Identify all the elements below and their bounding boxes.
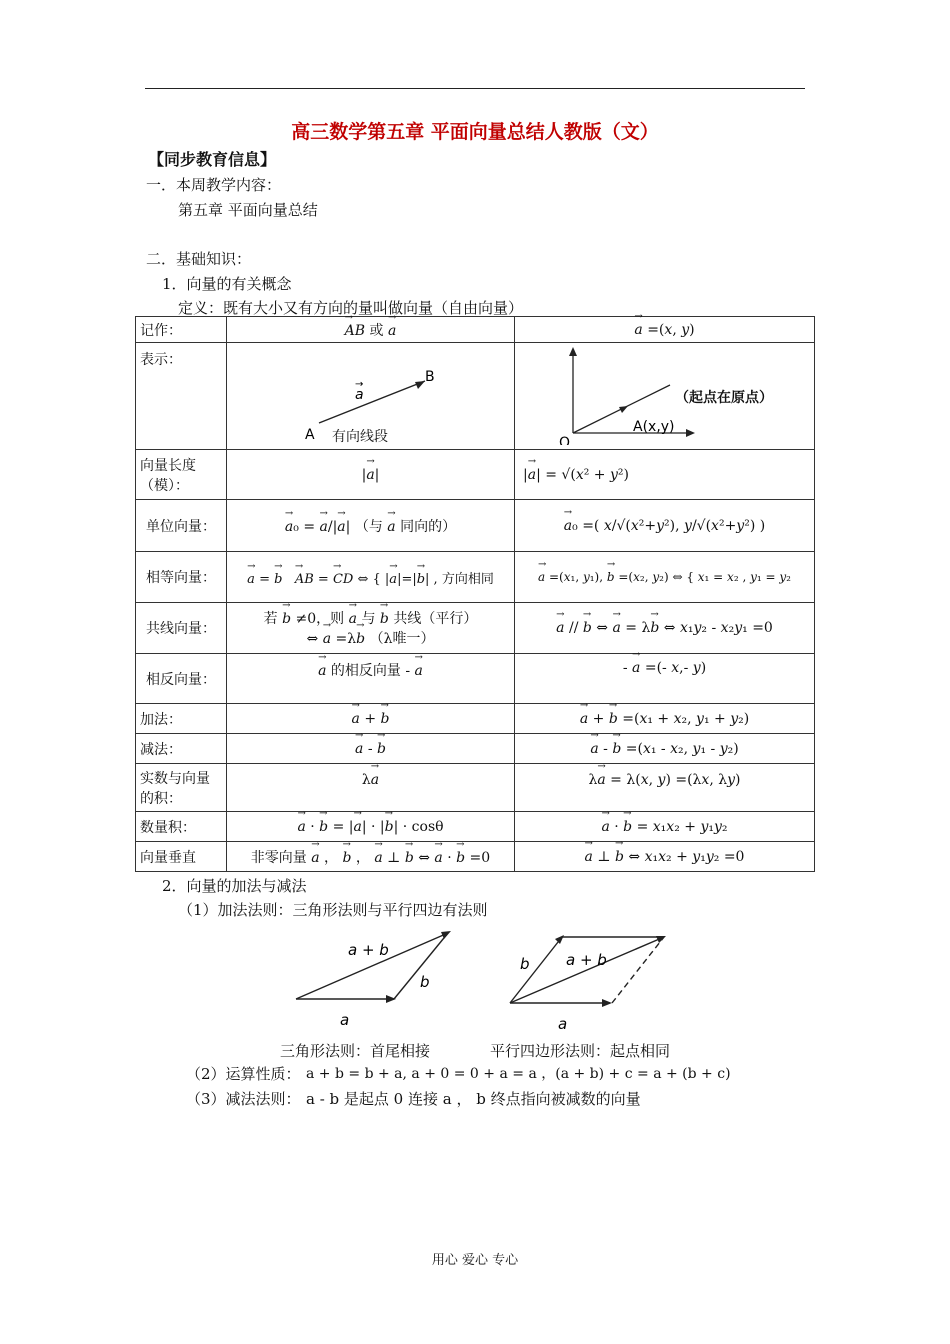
row-left: → a · → b = |→ a| · |→ b| · cosθ [227,812,515,842]
row-left: → a 的相反向量 - → a [227,654,515,704]
row-label: 表示： [136,343,227,450]
origin-start-caption: （起点在原点） [675,390,773,406]
para-diagonal-sum [510,937,664,1003]
vector-arrowhead [619,406,628,413]
y-axis-arrow [569,347,577,356]
row-left: |→ a| [227,450,515,500]
item-2-2: 2．向量的加法与减法 [162,877,307,895]
row-label: 共线向量： [136,603,227,654]
item-1: 一．本周教学内容： [146,176,282,194]
row-right: → a =(x, y) [515,317,815,343]
table-row [136,343,815,450]
row-label: 实数与向量的积： [136,764,227,812]
row-right: → a - → b =(x₁ - x₂, y₁ - y₂) [515,734,815,764]
addition-figures [290,925,680,1035]
row-left: → a = → b → AB = → CD ⇔ { |→ a|=|→ b| , 方向相同 [227,552,515,603]
item-1-sub: 第五章 平面向量总结 [178,201,318,219]
table-row [136,812,815,842]
definition: 定义：既有大小又有方向的量叫做向量（自由向量） [178,299,524,317]
table-row [136,734,815,764]
segment-ab [319,381,425,423]
row-left: → a₀ = → a/|→ a| （与 → a 同向的） [227,500,515,552]
table-row [136,654,815,704]
point-a-label: A [305,427,315,443]
row-left-diagram [227,343,515,450]
row-left: 若 → b ≠0，则 → a 与 → b 共线（平行） ⇔ → a =λ→ b （λ唯一） [227,603,515,654]
vector-arrow-mark: → [355,379,364,390]
top-rule [145,88,805,89]
vector-a-label: a [355,387,364,403]
addition-rule: （1）加法法则：三角形法则与平行四边有法则 [178,901,488,919]
row-left: → a + → b [227,704,515,734]
row-left: λ→ a [227,764,515,812]
page-footer: 用心 爱心 专心 [431,1253,519,1268]
row-right: |→ a| = √(x² + y²) [515,450,815,500]
table-row [136,552,815,603]
item-2: 二．基础知识： [146,250,252,268]
point-label: A(x,y) [633,419,675,435]
arrowhead [415,381,425,389]
row-label: 向量长度（模）： [136,450,227,500]
subtraction-rule-text: a - b 是起点 0 连接 a ， b 终点指向被减数的向量 [306,1090,641,1108]
table-row [136,317,815,343]
origin-label: O [559,435,571,445]
arrowhead [441,931,451,939]
point-b-label: B [425,369,435,385]
row-left: 非零向量 → a ， → b ， → a ⊥ → b ⇔ → a · → b =0 [227,842,515,872]
label-b: b [420,973,430,991]
row-right: → a =(x₁, y₁), → b =(x₂, y₂) ⇔ { x₁ = x₂ , y₁ = y₂ [515,552,815,603]
para-vector-b [510,937,562,1003]
table-row [136,500,815,552]
table-row [136,603,815,654]
operation-properties-label: （2）运算性质： [186,1065,301,1083]
label-b: b [520,955,530,973]
label-a: a [340,1011,350,1029]
triangle-rule-caption: 三角形法则：首尾相接 [280,1042,431,1060]
row-right: → a · → b = x₁x₂ + y₁y₂ [515,812,815,842]
arrowhead [602,999,612,1007]
label-a-plus-b: a + b [566,951,607,969]
page-title: 高三数学第五章 平面向量总结人教版（文） [291,121,659,143]
label-a-plus-b: a + b [348,941,389,959]
row-right: → a + → b =(x₁ + x₂, y₁ + y₂) [515,704,815,734]
row-right: - → a =(- x,- y) [515,654,815,704]
row-label: 相等向量： [136,552,227,603]
table-row [136,764,815,812]
row-label: 记作： [136,317,227,343]
table-row [136,842,815,872]
row-label: 相反向量： [136,654,227,704]
vector-concepts-table [135,316,815,872]
row-label: 加法： [136,704,227,734]
row-left: → AB 或 → a [227,317,515,343]
row-right: λ→ a = λ(x, y) =(λx, λy) [515,764,815,812]
row-label: 数量积： [136,812,227,842]
row-label: 减法： [136,734,227,764]
row-label: 单位向量： [136,500,227,552]
para-dashed-side [612,937,664,1003]
section-sync-heading: 【同步教育信息】 [148,150,277,169]
row-right-diagram [515,343,815,450]
row-label: 向量垂直 [136,842,227,872]
table-row [136,450,815,500]
label-a: a [558,1015,568,1033]
row-right: → a ⊥ → b ⇔ x₁x₂ + y₁y₂ =0 [515,842,815,872]
directed-segment-caption: 有向线段 [332,429,388,445]
row-left: → a - → b [227,734,515,764]
row-right: → a // → b ⇔ → a = λ→ b ⇔ x₁y₂ - x₂y₁ =0 [515,603,815,654]
parallelogram-rule-caption: 平行四边形法则：起点相同 [490,1042,671,1060]
subtraction-rule-label: （3）减法法则： [186,1090,301,1108]
x-axis-arrow [686,429,695,437]
arrowhead [656,936,666,943]
operation-properties-formula: a + b = b + a, a + 0 = 0 + a = a ，(a + b) + c = a + (b + c) [306,1066,731,1082]
item-2-1: 1．向量的有关概念 [162,275,292,293]
row-right: → a₀ =( x/√(x²+y²), y/√(x²+y²) ) [515,500,815,552]
table-row [136,704,815,734]
